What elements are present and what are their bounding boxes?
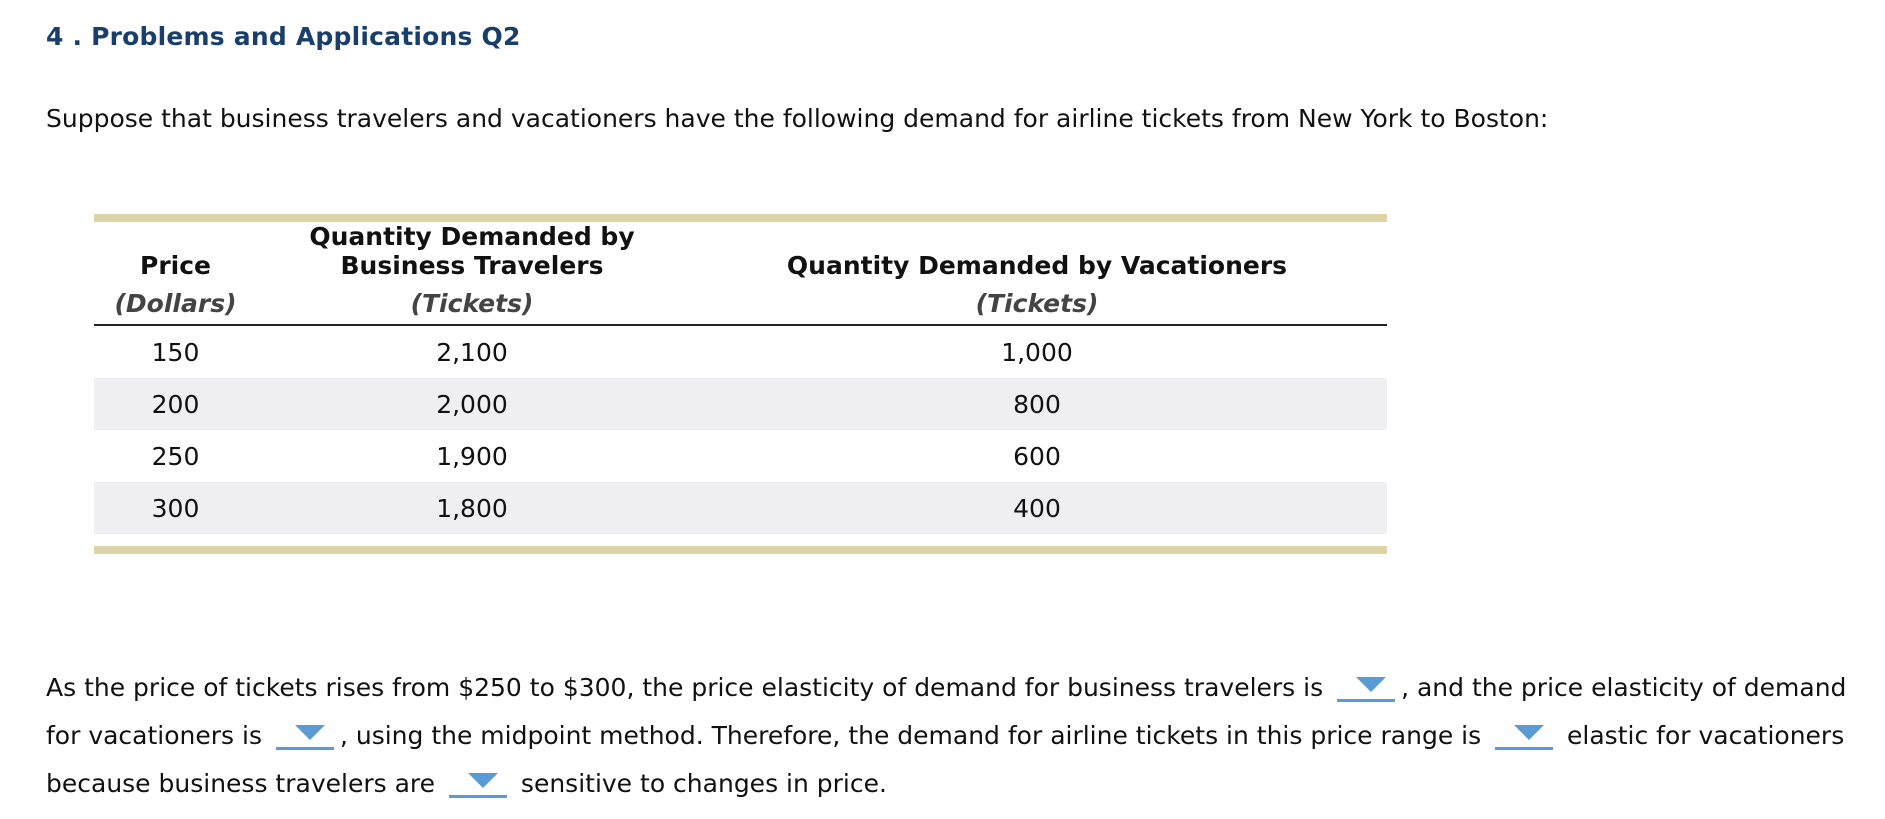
unit-vacationers: (Tickets) (687, 282, 1387, 325)
cell-vacationer-qty: 800 (687, 378, 1387, 430)
dropdown-arrow-icon (1514, 725, 1544, 740)
cell-vacationer-qty: 400 (687, 482, 1387, 534)
header-business-travelers: Quantity Demanded by Business Travelers (309, 222, 635, 280)
passage-text-4: elastic for vacationers because business travelers are (46, 721, 1845, 798)
passage-text-2: , and the price elasticity of demand for vacationers is (46, 673, 1847, 750)
table-row (94, 325, 1387, 378)
cell-price: 250 (151, 441, 200, 471)
demand-table (94, 214, 1387, 554)
table-header-row (94, 222, 1387, 282)
cell-vacationer-qty: 600 (1013, 441, 1061, 471)
cell-price: 150 (151, 337, 200, 367)
cell-vacationer-qty: 1,000 (1001, 337, 1073, 367)
dropdown-business-elasticity[interactable] (1337, 669, 1395, 702)
question-intro: Suppose that business travelers and vacationers have the following demand for airline tickets from New York to Boston: (46, 104, 1549, 133)
dropdown-arrow-icon (1356, 677, 1386, 692)
unit-price: (Dollars) (94, 282, 257, 325)
cell-business-qty: 2,100 (436, 337, 508, 367)
table-row (94, 378, 1387, 430)
dropdown-sensitivity-comparison[interactable] (449, 765, 507, 798)
unit-business-travelers: (Tickets) (257, 282, 687, 325)
table-row (94, 482, 1387, 534)
dropdown-arrow-icon (295, 725, 325, 740)
table-row (94, 430, 1387, 482)
passage-text-3: , using the midpoint method. Therefore, the demand for airline tickets in this price range is (339, 721, 1482, 750)
table-unit-row (94, 282, 1387, 325)
cell-business-qty: 1,800 (257, 482, 687, 534)
question-passage (46, 664, 1866, 808)
cell-business-qty: 1,900 (436, 441, 508, 471)
dropdown-elasticity-comparison[interactable] (1495, 717, 1553, 750)
passage-text-5: sensitive to changes in price. (520, 769, 887, 798)
passage-text-1: As the price of tickets rises from $250 to $300, the price elasticity of demand for business travelers is (46, 673, 1324, 702)
dropdown-arrow-icon (468, 773, 498, 788)
cell-price: 200 (94, 378, 257, 430)
header-vacationers: Quantity Demanded by Vacationers (786, 251, 1288, 280)
header-price: Price (140, 251, 211, 280)
dropdown-vacationer-elasticity[interactable] (276, 717, 334, 750)
question-title: 4 . Problems and Applications Q2 (46, 22, 521, 51)
table-top-rule (94, 214, 1387, 222)
cell-price: 300 (94, 482, 257, 534)
cell-business-qty: 2,000 (257, 378, 687, 430)
table-bottom-rule (94, 546, 1387, 554)
